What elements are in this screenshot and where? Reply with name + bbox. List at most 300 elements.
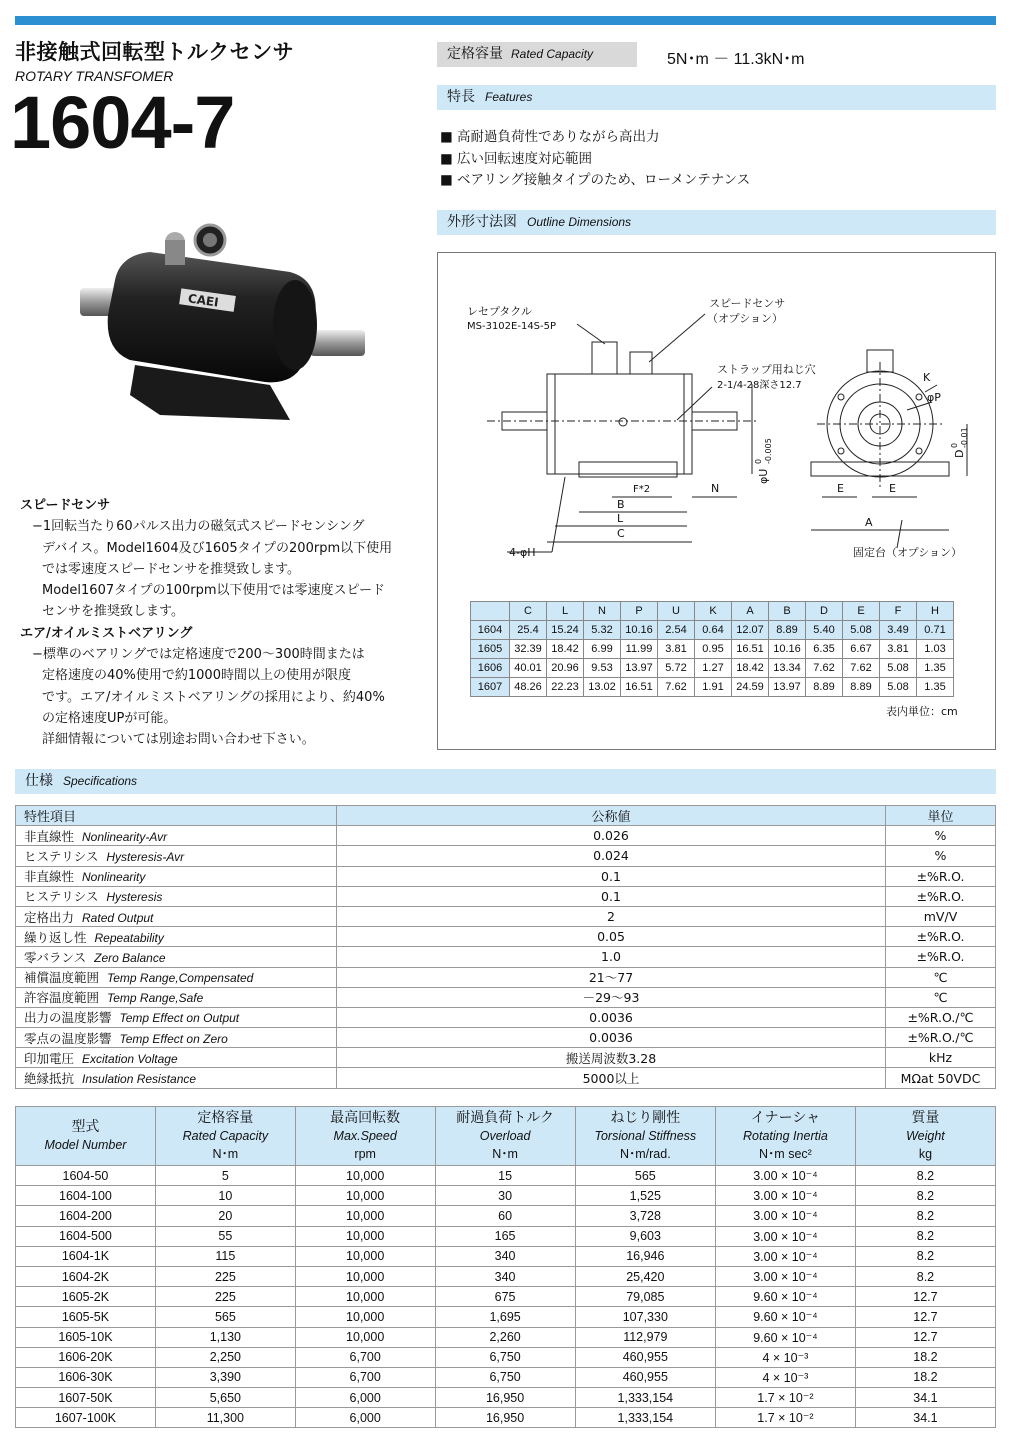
top-accent-bar xyxy=(15,16,996,25)
spec-value: 21～77 xyxy=(337,967,886,987)
model-row xyxy=(16,1347,996,1367)
model-value-cell: 10,000 xyxy=(295,1327,435,1347)
spec-row xyxy=(16,967,996,987)
model-value-cell: 2,250 xyxy=(155,1347,295,1367)
model-row xyxy=(16,1367,996,1387)
model-value-cell: 10 xyxy=(155,1186,295,1206)
model-value-cell: 1.7 × 10⁻² xyxy=(715,1388,855,1408)
model-number-cell: 1606-30K xyxy=(16,1367,156,1387)
spec-item-en: Rated Output xyxy=(82,910,154,925)
model-table xyxy=(15,1106,996,1428)
model-header-unit: rpm xyxy=(354,1147,376,1161)
model-value-cell: 225 xyxy=(155,1287,295,1307)
model-header-cell xyxy=(295,1107,435,1166)
dim-d-tol-upper: 0 xyxy=(950,442,959,448)
model-value-cell: 34.1 xyxy=(855,1388,995,1408)
model-value-cell: 8.2 xyxy=(855,1266,995,1286)
model-value-cell: 16,950 xyxy=(435,1388,575,1408)
dim-header-cell: N xyxy=(584,602,621,621)
model-value-cell: 340 xyxy=(435,1246,575,1266)
dim-header-cell: E xyxy=(843,602,880,621)
spec-item-en: Temp Effect on Output xyxy=(119,1011,240,1026)
dim-row-model: 1607 xyxy=(471,678,510,697)
model-header-jp: 質量 xyxy=(911,1110,940,1126)
description-block xyxy=(20,495,420,751)
dim-cell: 3.49 xyxy=(880,621,917,640)
model-row xyxy=(16,1266,996,1286)
dim-cell: 18.42 xyxy=(547,640,584,659)
dim-header-cell: B xyxy=(769,602,806,621)
dim-cell: 0.71 xyxy=(917,621,954,640)
model-value-cell: 3.00 × 10⁻⁴ xyxy=(715,1246,855,1266)
spec-value: 0.1 xyxy=(337,866,886,886)
dim-cell: 13.97 xyxy=(621,659,658,678)
spec-item-en: Temp Range,Compensated xyxy=(107,971,254,986)
spec-unit: kHz xyxy=(886,1048,996,1068)
model-row xyxy=(16,1226,996,1246)
spec-item-jp: ヒステリシス xyxy=(24,848,99,864)
spec-item-en: Temp Effect on Zero xyxy=(119,1031,228,1046)
spec-item-en: Repeatability xyxy=(94,930,164,945)
dim-cell: 6.67 xyxy=(843,640,880,659)
model-header-jp: 耐過負荷トルク xyxy=(456,1110,554,1126)
spec-row xyxy=(16,987,996,1007)
model-row xyxy=(16,1206,996,1226)
dim-cell: 20.96 xyxy=(547,659,584,678)
dim-f2: F*2 xyxy=(633,484,651,495)
rated-capacity-label-en: Rated Capacity xyxy=(511,47,594,61)
dim-cell: 3.81 xyxy=(658,640,695,659)
model-header-cell xyxy=(715,1107,855,1166)
model-header-en: Model Number xyxy=(44,1138,127,1152)
spec-unit: ±%R.O. xyxy=(886,866,996,886)
spec-item-jp: ヒステリシス xyxy=(24,889,99,905)
model-value-cell: 18.2 xyxy=(855,1347,995,1367)
features-label-en: Features xyxy=(485,90,533,104)
dim-cell: 9.53 xyxy=(584,659,621,678)
spec-row xyxy=(16,1048,996,1068)
dim-e-right: E xyxy=(889,482,896,495)
dim-cell: 10.16 xyxy=(769,640,806,659)
model-value-cell: 6,700 xyxy=(295,1347,435,1367)
spec-value: 0.1 xyxy=(337,886,886,906)
spec-row xyxy=(16,906,996,926)
model-value-cell: 8.2 xyxy=(855,1226,995,1246)
model-value-cell: 5,650 xyxy=(155,1388,295,1408)
spec-row xyxy=(16,1068,996,1088)
dimension-table-row xyxy=(471,678,954,697)
receptacle-part-label: MS-3102E-14S-5P xyxy=(467,321,557,332)
spec-item-jp: 絶縁抵抗 xyxy=(24,1071,75,1087)
model-value-cell: 18.2 xyxy=(855,1367,995,1387)
model-header-jp: 型式 xyxy=(71,1119,100,1135)
dim-cell: 5.40 xyxy=(806,621,843,640)
model-value-cell: 60 xyxy=(435,1206,575,1226)
dim-cell: 13.97 xyxy=(769,678,806,697)
model-header-unit: kg xyxy=(918,1147,933,1161)
page-subtitle: ROTARY TRANSFOMER xyxy=(15,68,174,84)
model-value-cell: 16,950 xyxy=(435,1408,575,1428)
model-value-cell: 11,300 xyxy=(155,1408,295,1428)
spec-item-jp: 定格出力 xyxy=(24,909,75,925)
spec-header-value: 公称値 xyxy=(337,806,886,826)
model-value-cell: 1,130 xyxy=(155,1327,295,1347)
model-value-cell: 12.7 xyxy=(855,1327,995,1347)
model-value-cell: 675 xyxy=(435,1287,575,1307)
model-header-jp: ねじり剛性 xyxy=(610,1110,681,1126)
model-header-unit: N･m/rad. xyxy=(619,1147,671,1161)
model-value-cell: 3,390 xyxy=(155,1367,295,1387)
receptacle-label: レセプタクル xyxy=(467,305,532,318)
dim-cell: 25.4 xyxy=(510,621,547,640)
model-value-cell: 3.00 × 10⁻⁴ xyxy=(715,1206,855,1226)
bearing-text: 詳細情報については別途お問い合わせ下さい。 xyxy=(42,732,315,748)
dim-header-cell: D xyxy=(806,602,843,621)
model-header-unit: N･m sec² xyxy=(759,1147,812,1161)
outline-drawing xyxy=(437,252,996,597)
model-value-cell: 3.00 × 10⁻⁴ xyxy=(715,1186,855,1206)
dim-cell: 40.01 xyxy=(510,659,547,678)
speed-sensor-text: Model1607タイプの100rpm以下使用では零速度スピード xyxy=(42,583,386,599)
model-value-cell: 115 xyxy=(155,1246,295,1266)
speed-sensor-option-label: （オプション） xyxy=(707,312,784,325)
dim-header-cell: C xyxy=(510,602,547,621)
dim-cell: 3.81 xyxy=(880,640,917,659)
spec-row xyxy=(16,846,996,866)
spec-item-jp: 非直線性 xyxy=(24,828,75,844)
photo-brand-label: CAEI xyxy=(187,291,220,310)
model-value-cell: 10,000 xyxy=(295,1307,435,1327)
spec-row xyxy=(16,866,996,886)
dim-cell: 1.27 xyxy=(695,659,732,678)
model-header-en: Max.Speed xyxy=(333,1129,397,1143)
model-number-cell: 1605-2K xyxy=(16,1287,156,1307)
spec-item-en: Hysteresis-Avr xyxy=(106,849,185,864)
page-title: 非接触式回転型トルクセンサ xyxy=(15,40,295,64)
dim-cell: 7.62 xyxy=(806,659,843,678)
model-row xyxy=(16,1287,996,1307)
model-value-cell: 16,946 xyxy=(575,1246,715,1266)
outline-label-jp: 外形寸法図 xyxy=(447,214,517,230)
dim-cell: 13.02 xyxy=(584,678,621,697)
dim-cell: 18.42 xyxy=(732,659,769,678)
model-row xyxy=(16,1307,996,1327)
dim-cell: 5.32 xyxy=(584,621,621,640)
model-number-cell: 1606-20K xyxy=(16,1347,156,1367)
bearing-text: の定格速度UPが可能。 xyxy=(42,710,177,726)
dim-header-cell: K xyxy=(695,602,732,621)
spec-item-jp: 許容温度範囲 xyxy=(24,990,100,1006)
dim-cell: 1.91 xyxy=(695,678,732,697)
dim-cell: 11.99 xyxy=(621,640,658,659)
model-value-cell: 1,695 xyxy=(435,1307,575,1327)
model-value-cell: 10,000 xyxy=(295,1206,435,1226)
speed-sensor-text: センサを推奨致します。 xyxy=(42,604,184,620)
model-header-en: Rotating Inertia xyxy=(743,1129,828,1143)
model-value-cell: 6,700 xyxy=(295,1367,435,1387)
dim-cell: 7.62 xyxy=(658,678,695,697)
spec-item xyxy=(16,826,337,846)
model-value-cell: 20 xyxy=(155,1206,295,1226)
spec-row xyxy=(16,886,996,906)
spec-item xyxy=(16,846,337,866)
spec-item xyxy=(16,1068,337,1088)
model-value-cell: 2,260 xyxy=(435,1327,575,1347)
model-header-en: Torsional Stiffness xyxy=(594,1129,697,1143)
model-row xyxy=(16,1408,996,1428)
model-value-cell: 4 × 10⁻³ xyxy=(715,1347,855,1367)
dim-cell: 48.26 xyxy=(510,678,547,697)
model-header-en: Overload xyxy=(479,1129,531,1143)
spec-table-header xyxy=(16,806,996,826)
spec-unit: mV/V xyxy=(886,906,996,926)
spec-unit: % xyxy=(886,826,996,846)
dim-header-cell: H xyxy=(917,602,954,621)
model-value-cell: 34.1 xyxy=(855,1408,995,1428)
model-value-cell: 460,955 xyxy=(575,1347,715,1367)
dim-d: D xyxy=(953,449,966,458)
model-value-cell: 9,603 xyxy=(575,1226,715,1246)
dim-cell: 22.23 xyxy=(547,678,584,697)
model-row xyxy=(16,1327,996,1347)
dimension-table-row xyxy=(471,640,954,659)
model-value-cell: 15 xyxy=(435,1166,575,1186)
dim-cell: 7.62 xyxy=(843,659,880,678)
dim-cell: 1.35 xyxy=(917,659,954,678)
model-value-cell: 8.2 xyxy=(855,1206,995,1226)
outline-label-en: Outline Dimensions xyxy=(527,215,632,229)
rated-capacity-value: 5N･m － 11.3kN･m xyxy=(667,51,805,68)
model-value-cell: 460,955 xyxy=(575,1367,715,1387)
spec-value: 搬送周波数3.28 xyxy=(337,1048,886,1068)
model-header-cell xyxy=(855,1107,995,1166)
model-value-cell: 3.00 × 10⁻⁴ xyxy=(715,1266,855,1286)
product-photo xyxy=(80,210,380,455)
speed-sensor-text: では零速度スピードセンサを推奨致します。 xyxy=(42,561,301,577)
spec-value: 0.0036 xyxy=(337,1028,886,1048)
dim-cell: 5.08 xyxy=(880,659,917,678)
spec-unit: ℃ xyxy=(886,967,996,987)
dim-phi-p: φP xyxy=(927,391,941,404)
model-number-cell: 1605-5K xyxy=(16,1307,156,1327)
dim-row-model: 1606 xyxy=(471,659,510,678)
model-number-cell: 1604-2K xyxy=(16,1266,156,1286)
dim-row-model: 1605 xyxy=(471,640,510,659)
model-value-cell: 30 xyxy=(435,1186,575,1206)
model-value-cell: 5 xyxy=(155,1166,295,1186)
bearing-text: 定格速度の40%使用で約1000時間以上の使用が限度 xyxy=(42,668,351,684)
spec-item xyxy=(16,1048,337,1068)
model-number-cell: 1604-50 xyxy=(16,1166,156,1186)
spec-row xyxy=(16,1028,996,1048)
model-number-cell: 1604-200 xyxy=(16,1206,156,1226)
speed-sensor-label: スピードセンサ xyxy=(709,297,786,310)
dim-cell: 6.99 xyxy=(584,640,621,659)
model-number-cell: 1607-50K xyxy=(16,1388,156,1408)
spec-item-en: Nonlinearity xyxy=(82,870,146,885)
mounting-holes-label: 4-φH xyxy=(509,546,536,559)
model-row xyxy=(16,1186,996,1206)
model-header-unit: N･m xyxy=(492,1147,518,1161)
dimension-unit-note: 表内単位：cm xyxy=(886,705,958,718)
model-header-jp: イナーシャ xyxy=(750,1110,821,1126)
model-value-cell: 165 xyxy=(435,1226,575,1246)
dim-cell: 8.89 xyxy=(843,678,880,697)
model-value-cell: 6,750 xyxy=(435,1367,575,1387)
model-header-en: Weight xyxy=(906,1129,945,1143)
speed-sensor-heading: スピードセンサ xyxy=(20,498,111,513)
spec-item xyxy=(16,967,337,987)
model-value-cell: 10,000 xyxy=(295,1226,435,1246)
spec-item-jp: 補償温度範囲 xyxy=(24,970,100,986)
dim-b: B xyxy=(617,498,625,511)
feature-item: ■ 高耐過負荷性でありながら高出力 xyxy=(440,129,660,145)
model-value-cell: 10,000 xyxy=(295,1166,435,1186)
model-number-cell: 1604-500 xyxy=(16,1226,156,1246)
spec-item-en: Excitation Voltage xyxy=(82,1051,178,1066)
model-value-cell: 112,979 xyxy=(575,1327,715,1347)
dim-cell: 32.39 xyxy=(510,640,547,659)
model-value-cell: 3.00 × 10⁻⁴ xyxy=(715,1166,855,1186)
spec-row xyxy=(16,947,996,967)
dim-d-tol-lower: -0.01 xyxy=(960,427,969,448)
model-header-cell xyxy=(16,1107,156,1166)
spec-item-jp: 繰り返し性 xyxy=(24,929,87,945)
dim-l: L xyxy=(617,512,624,525)
dim-cell: 6.35 xyxy=(806,640,843,659)
model-number-cell: 1605-10K xyxy=(16,1327,156,1347)
spec-unit: ±%R.O./℃ xyxy=(886,1007,996,1027)
feature-item: ■ 広い回転速度対応範囲 xyxy=(440,151,593,167)
spec-value: 0.05 xyxy=(337,927,886,947)
dim-cell: 2.54 xyxy=(658,621,695,640)
dim-row-model: 1604 xyxy=(471,621,510,640)
dim-cell: 13.34 xyxy=(769,659,806,678)
specifications-label-jp: 仕様 xyxy=(25,773,53,789)
dim-cell: 15.24 xyxy=(547,621,584,640)
dim-cell: 5.08 xyxy=(880,678,917,697)
speed-sensor-text: デバイス。Model1604及び1605タイプの200rpm以下使用 xyxy=(42,540,393,556)
spec-header-unit: 単位 xyxy=(886,806,996,826)
dim-phi-u-tol-lower: -0.005 xyxy=(764,438,773,464)
dim-cell: 10.16 xyxy=(621,621,658,640)
spec-value: 0.024 xyxy=(337,846,886,866)
features-label-jp: 特長 xyxy=(447,89,475,105)
model-number-cell: 1607-100K xyxy=(16,1408,156,1428)
dim-phi-u: φU xyxy=(757,468,770,484)
model-header-jp: 最高回転数 xyxy=(330,1110,401,1126)
spec-unit: ±%R.O. xyxy=(886,947,996,967)
spec-header-item: 特性項目 xyxy=(16,806,337,826)
model-value-cell: 9.60 × 10⁻⁴ xyxy=(715,1287,855,1307)
spec-unit: % xyxy=(886,846,996,866)
outline-section-header xyxy=(437,210,996,235)
model-value-cell: 1,525 xyxy=(575,1186,715,1206)
model-value-cell: 8.2 xyxy=(855,1186,995,1206)
spec-item-en: Hysteresis xyxy=(106,890,163,905)
model-number-cell: 1604-1K xyxy=(16,1246,156,1266)
dim-cell: 1.03 xyxy=(917,640,954,659)
bearing-text: です。エア/オイルミストベアリングの採用により、約40% xyxy=(42,689,385,705)
dimension-table-header xyxy=(471,602,954,621)
specifications-table xyxy=(15,805,996,1089)
bearing-heading: エア/オイルミストベアリング xyxy=(20,625,193,641)
model-value-cell: 79,085 xyxy=(575,1287,715,1307)
dim-cell: 12.07 xyxy=(732,621,769,640)
dimension-table-row xyxy=(471,621,954,640)
dim-cell: 16.51 xyxy=(732,640,769,659)
model-value-cell: 10,000 xyxy=(295,1266,435,1286)
spec-unit: ±%R.O. xyxy=(886,886,996,906)
dim-header-cell: A xyxy=(732,602,769,621)
spec-value: －29～93 xyxy=(337,987,886,1007)
model-value-cell: 9.60 × 10⁻⁴ xyxy=(715,1307,855,1327)
spec-item-en: Insulation Resistance xyxy=(82,1072,197,1087)
dim-phi-u-tol-upper: 0 xyxy=(754,458,763,464)
dim-cell: 16.51 xyxy=(621,678,658,697)
spec-row xyxy=(16,826,996,846)
bearing-text: −標準のベアリングでは定格速度で200～300時間または xyxy=(32,647,365,663)
dim-cell: 8.89 xyxy=(806,678,843,697)
dim-a: A xyxy=(865,516,873,529)
spec-item xyxy=(16,947,337,967)
model-value-cell: 6,000 xyxy=(295,1408,435,1428)
model-header-cell xyxy=(435,1107,575,1166)
spec-item-en: Nonlinearity-Avr xyxy=(82,829,168,844)
dim-header-cell: L xyxy=(547,602,584,621)
model-header-cell xyxy=(575,1107,715,1166)
mount-base-label: 固定台（オプション） xyxy=(853,546,963,559)
rated-capacity-label-jp: 定格容量 xyxy=(447,46,503,62)
dim-header-cell: P xyxy=(621,602,658,621)
spec-item-en: Zero Balance xyxy=(94,950,166,965)
model-value-cell: 6,000 xyxy=(295,1388,435,1408)
feature-item: ■ ベアリング接触タイプのため、ローメンテナンス xyxy=(440,172,751,188)
model-value-cell: 1,333,154 xyxy=(575,1408,715,1428)
dim-cell: 5.08 xyxy=(843,621,880,640)
spec-row xyxy=(16,1007,996,1027)
model-value-cell: 1.7 × 10⁻² xyxy=(715,1408,855,1428)
model-header-cell xyxy=(155,1107,295,1166)
spec-item-jp: 非直線性 xyxy=(24,869,75,885)
strap-hole-label: ストラップ用ねじ穴 xyxy=(717,363,816,376)
model-header-jp: 定格容量 xyxy=(197,1110,254,1126)
model-value-cell: 9.60 × 10⁻⁴ xyxy=(715,1327,855,1347)
model-number-cell: 1604-100 xyxy=(16,1186,156,1206)
model-row xyxy=(16,1388,996,1408)
model-value-cell: 340 xyxy=(435,1266,575,1286)
model-value-cell: 3,728 xyxy=(575,1206,715,1226)
dim-n: N xyxy=(711,482,720,495)
spec-value: 5000以上 xyxy=(337,1068,886,1088)
specifications-label-en: Specifications xyxy=(63,774,138,788)
specifications-section-header xyxy=(15,769,996,794)
dim-cell: 8.89 xyxy=(769,621,806,640)
model-header-en: Rated Capacity xyxy=(182,1129,269,1143)
dim-cell: 0.95 xyxy=(695,640,732,659)
dim-cell: 24.59 xyxy=(732,678,769,697)
strap-hole-spec: 2-1/4-28深さ12.7 xyxy=(717,380,802,391)
model-value-cell: 8.2 xyxy=(855,1166,995,1186)
spec-item xyxy=(16,987,337,1007)
spec-unit: ℃ xyxy=(886,987,996,1007)
dimension-table xyxy=(470,601,954,697)
spec-item xyxy=(16,866,337,886)
model-value-cell: 12.7 xyxy=(855,1307,995,1327)
spec-row xyxy=(16,927,996,947)
spec-unit: ±%R.O. xyxy=(886,927,996,947)
dim-header-cell xyxy=(471,602,510,621)
